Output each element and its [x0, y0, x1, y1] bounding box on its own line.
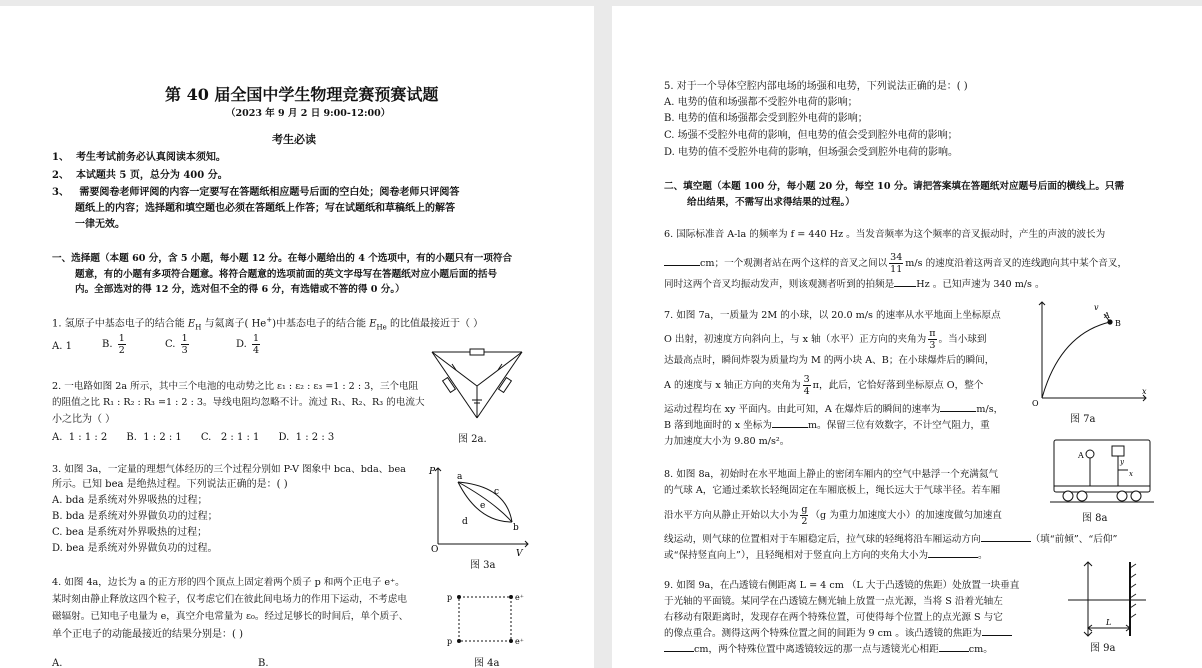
answer-blank-6-2: [894, 286, 916, 287]
question-5-option-a: A. 电势的值和场强都不受腔外电荷的影响；: [664, 97, 858, 108]
section2-line1: 二、填空题（本题 100 分，每小题 20 分，每空 10 分。请把答案填在答题纸对应题号后面的横线上。只需: [664, 181, 1125, 192]
question-9-line1: 9. 如图 9a，在凸透镜右侧距离 L = 4 cm （L 大于凸透镜的焦距）处放置一块垂直: [664, 580, 1020, 591]
notice-title: 考生必读: [272, 133, 316, 146]
question-5-stem: 5. 对于一个导体空腔内部电场的场强和电势，下列说法正确的是：( ): [664, 81, 968, 92]
figure-2a-circuit: [428, 346, 526, 426]
axis-p-label: P: [429, 467, 436, 477]
question-4-option-a: A.: [52, 658, 63, 668]
question-8-line5: 或“保持竖直向上”），且轻绳相对于竖直向上方向的夹角大小为 。: [664, 550, 988, 561]
figure-9a-caption: 图 9a: [1090, 643, 1116, 654]
question-7-line7: 力加速度大小为 9.80 m/s²。: [664, 436, 790, 447]
answer-blank-9-3: [939, 651, 969, 652]
question-7-line2: O 出射，初速度方向斜向上，与 x 轴（水平）正方向的夹角为 $\frac{\pi}{3}$ 。当小球到: [664, 328, 987, 351]
section1-line1: 一、选择题（本题 60 分，含 5 小题，每小题 12 分。在每小题给出的 4 个选项中，有的小题只有一项符合: [52, 253, 513, 264]
answer-blank-6-1: [664, 265, 700, 266]
question-7-line4: A 的速度与 x 轴正方向的夹角为 $\frac{3}{4}$ π，此后，它恰好落到坐标原点 O，整个: [664, 374, 984, 397]
notice-3-line3: 一律无效。: [75, 219, 125, 230]
origin-label: O: [431, 545, 439, 555]
point-b-label: b: [513, 523, 519, 533]
question-9-line4: 的像点重合。测得这两个特殊位置之间的间距为 9 cm 。该凸透镜的焦距为: [664, 627, 1012, 641]
proton-label-bottom: p: [447, 637, 453, 646]
x-axis-label: x: [1129, 470, 1133, 478]
figure-7a-caption: 图 7a: [1070, 414, 1096, 425]
question-2-options: A. 1 : 1 : 2 B. 1 : 2 : 1 C. 2 : 1 : 1 D. 1 : 2 : 3: [52, 432, 335, 443]
question-8-line1: 8. 如图 8a，初始时在水平地面上静止的密闭车厢内的空气中悬浮一个充满氦气: [664, 469, 999, 480]
question-8-line3: 沿水平方向从静止开始以大小为 $\frac{g}{2}$ （g 为重力加速度大小）的加速度做匀加速直: [664, 504, 1002, 527]
exam-date: （2023 年 9 月 2 日 9:00-12:00）: [226, 108, 391, 119]
distance-l-label: L: [1106, 618, 1112, 627]
question-9-line3: 右移动有限距离时，发现存在两个特殊位置，可使得每个位置上的点光源 S 与它: [664, 612, 1003, 623]
y-axis-label: y: [1120, 458, 1124, 466]
figure-2a-caption: 图 2a.: [458, 434, 487, 445]
figure-3a-pv-diagram: [428, 464, 532, 558]
section2-line2: 给出结果，不需写出求得结果的过程。）: [687, 197, 855, 208]
question-2-line1: 2. 一电路如图 2a 所示，其中三个电池的电动势之比 ε₁ : ε₂ : ε₃ =1 : 2 : 3，三个电阻: [52, 381, 419, 392]
section1-line3: 内。全部选对的得 12 分，选对但不全的得 6 分，有选错或不答的得 0 分。）: [75, 284, 405, 295]
notice-2: 2、 本试题共 5 页，总分为 400 分。: [52, 170, 228, 181]
page-title: 第 40 届全国中学生物理竞赛预赛试题: [165, 85, 439, 104]
figure-7a-trajectory: [1030, 298, 1152, 408]
question-5-option-b: B. 电势的值和场强都会受到腔外电荷的影响；: [664, 113, 868, 124]
question-8-line2: 的气球 A，它通过柔软长轻绳固定在车厢底板上，绳长远大于气球半径。若车厢: [664, 485, 1001, 496]
axis-v-label: V: [516, 549, 523, 558]
exam-page-1: [0, 6, 594, 668]
question-7-line3: 达最高点时，瞬间炸裂为质量均为 M 的两小块 A、B；在小球爆炸后的瞬间，: [664, 355, 995, 366]
question-6-line1: 6. 国际标准音 A-la 的频率为 f = 440 Hz 。当发音频率为这个频率的音叉振动时，产生的声波的波长为: [664, 229, 1106, 240]
origin-label: O: [1032, 399, 1039, 408]
question-4-line4: 单个正电子的动能最接近的结果分别是：( ): [52, 629, 243, 640]
figure-9a-lens-mirror: [1068, 560, 1148, 638]
answer-blank-9-2: [664, 651, 694, 652]
question-3-option-a: A. bda 是系统对外界吸热的过程；: [52, 495, 208, 506]
fragment-a-label: A: [1104, 311, 1110, 320]
figure-4a-square: [445, 591, 529, 651]
question-2-line2: 的阻值之比 R₁ : R₂ : R₃ =1 : 2 : 3。导线电阻均忽略不计。流过 R₁、R₂、R₃ 的电流大: [52, 397, 425, 408]
question-4-line3: 磁辐射。已知电子电量为 e，真空介电常量为 ε₀。经过足够长的时间后，单个质子、: [52, 611, 409, 622]
section1-line2: 题意，有的小题有多项符合题意。将符合题意的选项前面的英文字母写在答题纸对应小题后面的括号: [75, 269, 498, 280]
balloon-label: A: [1078, 451, 1084, 460]
notice-3: 3、 需要阅卷老师评阅的内容一定要写在答题纸相应题号后面的空白处；阅卷老师只评阅答: [52, 187, 460, 198]
x-axis-label: x: [1142, 387, 1147, 396]
answer-blank-8-1: [981, 541, 1031, 542]
question-8-line4: 线运动，则气球的位置相对于车厢稳定后，拉气球的轻绳将沿车厢运动方向 （填“前倾”、“后仰”: [664, 534, 1118, 545]
question-1-option-c: C. $\frac{1}{3}$: [165, 333, 188, 356]
question-3-option-c: C. bea 是系统对外界吸热的过程；: [52, 527, 208, 538]
question-9-line5: cm，两个特殊位置中离透镜较远的那一点与透镜光心相距 cm。: [664, 643, 993, 657]
question-7-line6: B 落到地面时的 x 坐标为 m。保留三位有效数字，不计空气阻力，重: [664, 420, 990, 431]
positron-label-top: e⁺: [515, 593, 524, 602]
question-4-line1: 4. 如图 4a，边长为 a 的正方形的四个顶点上固定着两个质子 p 和两个正电子 e⁺。: [52, 577, 405, 588]
exam-page-2: [612, 6, 1202, 668]
point-a-label: a: [457, 472, 463, 482]
question-6-line2: cm；一个观测者站在两个这样的音叉之间以 $\frac{34}{11}$ m/s 的速度沿着这两音叉的连线跑向其中某个音叉，: [664, 252, 1127, 275]
question-5-option-d: D. 电势的值不受腔外电荷的影响，但场强会受到腔外电荷的影响。: [664, 147, 959, 158]
fragment-b-label: B: [1115, 319, 1121, 328]
question-9-line2: 于光轴的平面镜。某同学在凸透镜左侧光轴上放置一点光源，当将 S 沿着光轴左: [664, 596, 1003, 607]
question-1-option-a: A. 1: [52, 341, 72, 352]
figure-4a-caption: 图 4a: [474, 658, 500, 668]
answer-blank-7-1: [940, 411, 976, 412]
question-2-line3: 小之比为（ ）: [52, 414, 116, 425]
question-7-line5: 运动过程均在 xy 平面内。由此可知，A 在爆炸后的瞬间的速率为 m/s，: [664, 404, 1004, 415]
point-e-label: e: [480, 501, 486, 511]
question-1-option-b: B. $\frac{1}{2}$: [102, 333, 125, 356]
figure-8a-caption: 图 8a: [1082, 513, 1108, 524]
question-1-stem: 1. 氢原子中基态电子的结合能 $E_H$ 与氦离子( He+)中基态电子的结合能 $E_{He}$ 的比值最接近于（ ）: [52, 316, 484, 332]
question-3-line2: 所示。已知 bea 是绝热过程。下列说法正确的是：( ): [52, 479, 288, 490]
question-3-line1: 3. 如图 3a，一定量的理想气体经历的三个过程分别如 P-V 图象中 bca、bda、bea: [52, 464, 406, 475]
question-4-option-b: B.: [258, 658, 269, 668]
point-c-label: c: [494, 487, 500, 497]
question-3-option-b: B. bda 是系统对外界做负功的过程；: [52, 511, 218, 522]
velocity-label: v: [1094, 303, 1099, 312]
figure-8a-carriage: [1050, 436, 1154, 504]
notice-1: 1、 考生考试前务必认真阅读本须知。: [52, 152, 226, 163]
question-1-option-d: D. $\frac{1}{4}$: [236, 333, 260, 356]
point-d-label: d: [462, 517, 468, 527]
figure-3a-caption: 图 3a: [470, 560, 496, 571]
question-3-option-d: D. bea 是系统对外界做负功的过程。: [52, 543, 218, 554]
question-7-line1: 7. 如图 7a，一质量为 2M 的小球，以 20.0 m/s 的速率从水平地面上坐标原点: [664, 310, 1001, 321]
question-5-option-c: C. 场强不受腔外电荷的影响，但电势的值会受到腔外电荷的影响；: [664, 130, 958, 141]
answer-blank-7-2: [772, 427, 808, 428]
positron-label-bottom: e⁺: [515, 637, 524, 646]
proton-label-top: p: [447, 593, 453, 602]
notice-3-line2: 题纸上的内容；选择题和填空题也必须在答题纸上作答；写在试题纸和草稿纸上的解答: [75, 203, 455, 214]
question-4-line2: 某时刻由静止释放这四个粒子，仅考虑它们在彼此间电场力的作用下运动，不考虑电: [52, 594, 407, 605]
answer-blank-9-1: [982, 635, 1012, 636]
answer-blank-8-2: [928, 557, 978, 558]
question-6-line3: 同时这两个音叉均振动发声，则该观测者听到的拍频是 Hz 。已知声速为 340 m/s 。: [664, 279, 1045, 290]
